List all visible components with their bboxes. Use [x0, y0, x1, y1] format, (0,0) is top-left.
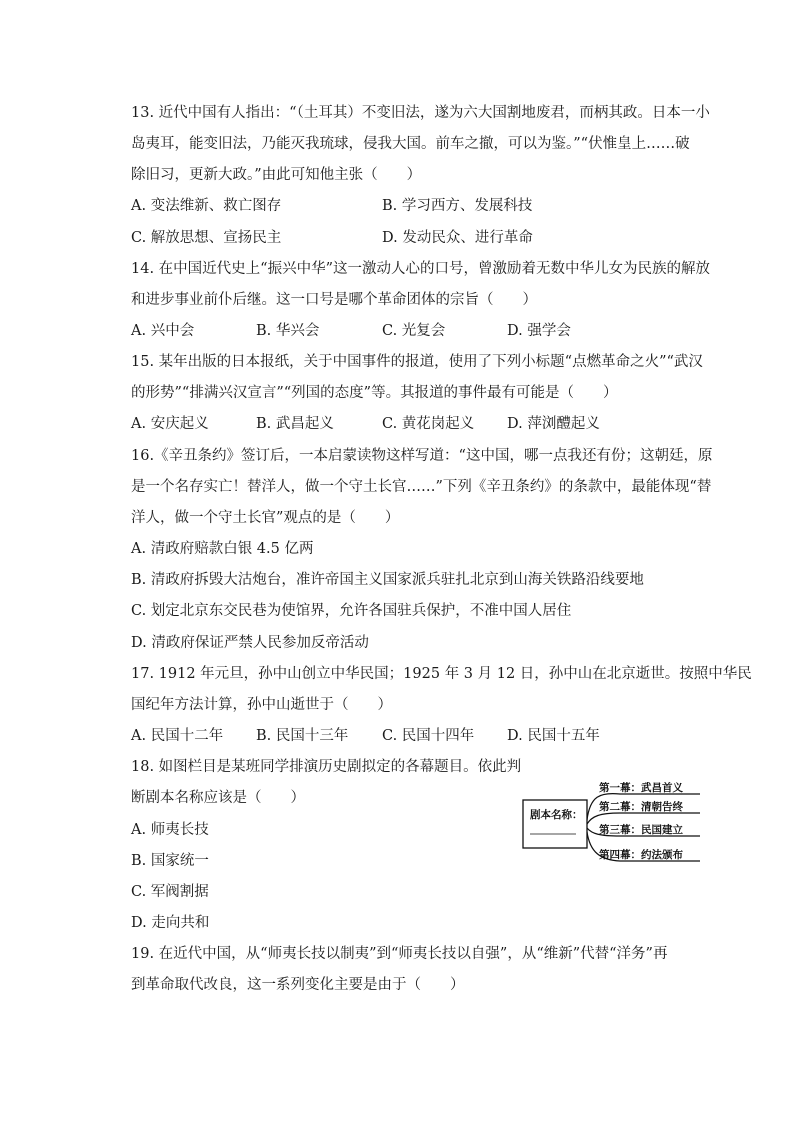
q16-option-a: A. 清政府赔款白银 4.5 亿两: [131, 541, 314, 557]
title-box: [523, 800, 587, 848]
q14-option-b: B. 华兴会: [256, 323, 320, 339]
q13-option-b: B. 学习西方、发展科技: [382, 198, 533, 214]
act-3-label: 第三幕：民国建立: [599, 824, 683, 836]
q15-line-1: 15. 某年出版的日本报纸，关于中国事件的报道，使用了下列小标题“点燃革命之火”“武汉: [131, 354, 703, 370]
q14-option-a: A. 兴中会: [131, 323, 195, 339]
q18-option-b: B. 国家统一: [131, 853, 209, 869]
q18-option-d: D. 走向共和: [131, 915, 210, 931]
q17-option-b: B. 民国十三年: [256, 728, 349, 744]
q18-line-1: 18. 如图栏目是某班同学排演历史剧拟定的各幕题目。依此判: [131, 759, 522, 775]
q17-option-d: D. 民国十五年: [507, 728, 600, 744]
q18-option-c: C. 军阀割据: [131, 884, 209, 900]
branch-act-2: [587, 813, 700, 824]
q15-option-d: D. 萍浏醴起义: [507, 416, 600, 432]
q16-option-d: D. 清政府保证严禁人民参加反帝活动: [131, 635, 369, 651]
q16-line-2: 是一个名存实亡！替洋人，做一个守土长官……”下列《辛丑条约》的条款中，最能体现“替: [131, 479, 712, 495]
act-4-label: 第四幕：约法颁布: [599, 849, 683, 861]
q19-line-1: 19. 在近代中国，从“师夷长技以制夷”到“师夷长技以自强”，从“维新”代替“洋务”再: [131, 946, 668, 962]
play-outline-diagram: [520, 782, 700, 867]
q15-option-b: B. 武昌起义: [256, 416, 334, 432]
q16-option-b: B. 清政府拆毁大沽炮台，准许帝国主义国家派兵驻扎北京到山海关铁路沿线要地: [131, 572, 644, 588]
q14-line-2: 和进步事业前仆后继。这一口号是哪个革命团体的宗旨（ ）: [131, 292, 537, 308]
q16-option-c: C. 划定北京东交民巷为使馆界，允许各国驻兵保护，不准中国人居住: [131, 603, 572, 619]
q13-line-2: 岛夷耳，能变旧法，乃能灭我琉球，侵我大国。前车之撤，可以为鉴。”“伏惟皇上……破: [131, 136, 690, 152]
q14-option-d: D. 强学会: [507, 323, 571, 339]
q17-line-1: 17. 1912 年元旦，孙中山创立中华民国；1925 年 3 月 12 日，孙中山在北京逝世。按照中华民: [131, 666, 752, 682]
q15-option-a: A. 安庆起义: [131, 416, 209, 432]
q19-line-2: 到革命取代改良，这一系列变化主要是由于（ ）: [131, 977, 465, 993]
q17-option-a: A. 民国十二年: [131, 728, 224, 744]
act-1-label: 第一幕：武昌首义: [599, 782, 683, 794]
q18-option-a: A. 师夷长技: [131, 822, 209, 838]
q15-line-2: 的形势”“排满兴汉宣言”“列国的态度”等。其报道的事件最有可能是（ ）: [131, 385, 618, 401]
q16-line-1: 16.《辛丑条约》签订后，一本启蒙读物这样写道：“这中国，哪一点我还有份；这朝廷，原: [131, 448, 713, 464]
q15-option-c: C. 黄花岗起义: [382, 416, 475, 432]
q13-option-c: C. 解放思想、宣扬民主: [131, 230, 282, 246]
q17-line-2: 国纪年方法计算，孙中山逝世于（ ）: [131, 697, 392, 713]
q13-line-1: 13. 近代中国有人指出：“（土耳其）不变旧法，遂为六大国割地废君，而柄其政。日本一小: [131, 105, 710, 121]
q14-option-c: C. 光复会: [382, 323, 446, 339]
act-2-label: 第二幕：清朝告终: [599, 801, 683, 813]
q18-line-2: 断剧本名称应该是（ ）: [131, 790, 305, 806]
q17-option-c: C. 民国十四年: [382, 728, 475, 744]
box-label: 剧本名称：: [530, 809, 583, 821]
q13-option-a: A. 变法维新、救亡图存: [131, 198, 282, 214]
q14-line-1: 14. 在中国近代史上“振兴中华”这一激动人心的口号，曾激励着无数中华儿女为民族的解放: [131, 261, 710, 277]
q13-option-d: D. 发动民众、进行革命: [382, 230, 533, 246]
q16-line-3: 洋人，做一个守土长官”观点的是（ ）: [131, 510, 400, 526]
q13-line-3: 除旧习，更新大政。”由此可知他主张（ ）: [131, 167, 422, 183]
